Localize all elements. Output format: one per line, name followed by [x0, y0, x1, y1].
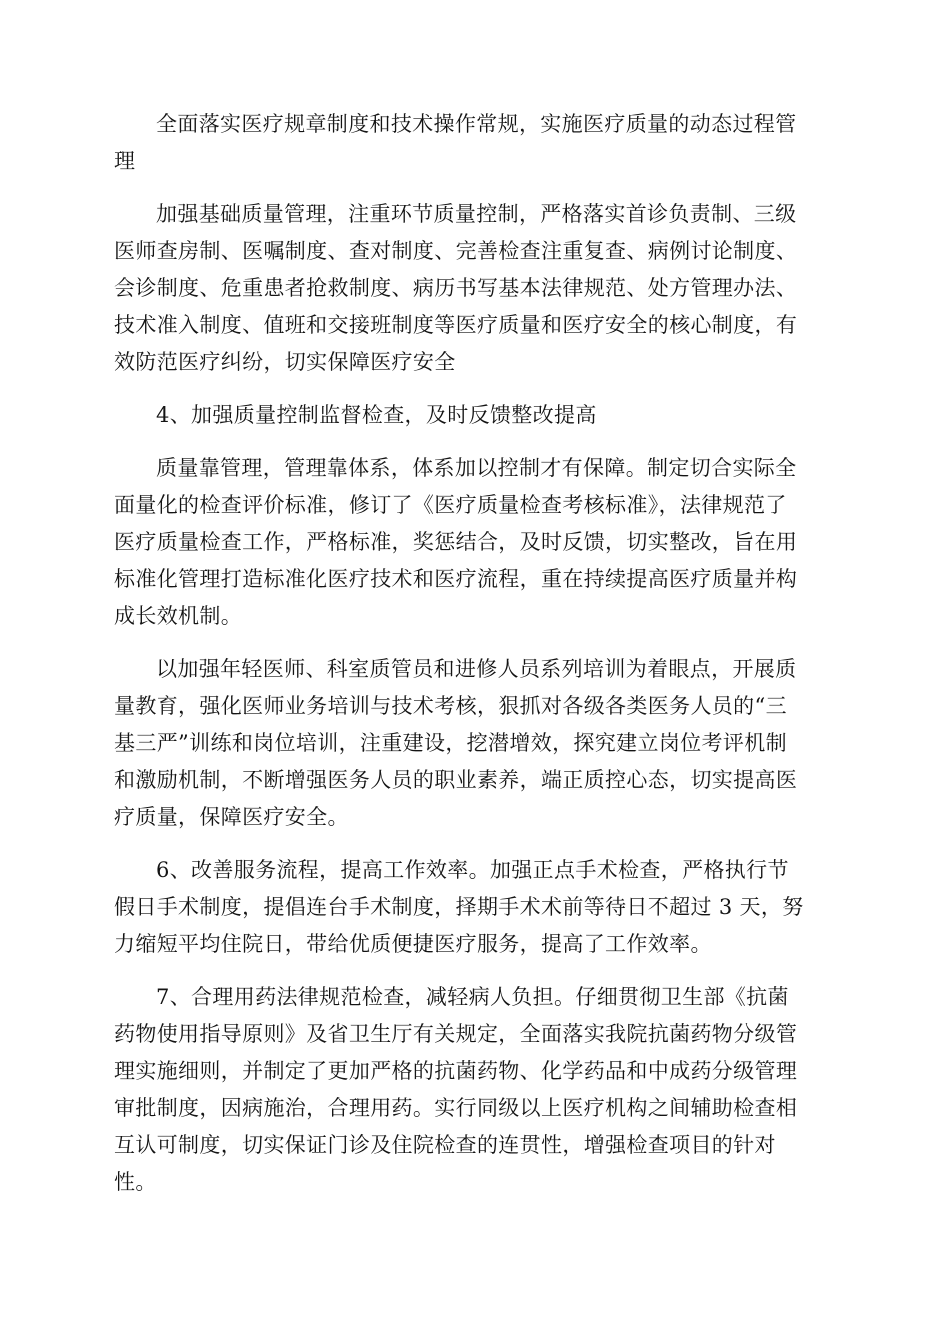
text-line: 7、合理用药法律规范检查，减轻病人负担。仔细贯彻卫生部《抗菌 — [156, 985, 789, 1009]
text-line: 质量靠管理，管理靠体系，体系加以控制才有保障。制定切合实际全 — [156, 456, 797, 480]
text-line: 6、改善服务流程，提高工作效率。加强正点手术检查，严格执行节 — [156, 858, 789, 882]
paragraph-training — [114, 651, 838, 836]
text-line: 医师查房制、医嘱制度、查对制度、完善检查注重复查、病例讨论制度、 — [114, 239, 798, 263]
text-line: 加强基础质量管理，注重环节质量控制，严格落实首诊负责制、三级 — [156, 202, 797, 226]
text-line: 疗质量，保障医疗安全。 — [114, 805, 349, 829]
text-line: 医疗质量检查工作，严格标准，奖惩结合，及时反馈，切实整改，旨在用 — [114, 530, 798, 554]
text-line: 性。 — [114, 1170, 157, 1194]
paragraph-quality-system — [114, 450, 838, 635]
text-line: 药物使用指导原则》及省卫生厅有关规定，全面落实我院抗菌药物分级管 — [114, 1022, 798, 1046]
text-line: 和激励机制，不断增强医务人员的职业素养，端正质控心态，切实提高医 — [114, 768, 798, 792]
paragraph-service-process — [114, 852, 838, 963]
text-line: 技术准入制度、值班和交接班制度等医疗质量和医疗安全的核心制度，有 — [114, 313, 798, 337]
text-line: 基三严”训练和岗位培训，注重建设，挖潜增效，探究建立岗位考评机制 — [114, 731, 787, 755]
text-line: 4、加强质量控制监督检查，及时反馈整改提高 — [156, 403, 597, 427]
text-line: 全面落实医疗规章制度和技术操作常规，实施医疗质量的动态过程管 — [156, 112, 797, 136]
text-line: 效防范医疗纠纷，切实保障医疗安全 — [114, 350, 456, 374]
paragraph-rational-drug-use — [114, 979, 838, 1201]
text-line: 以加强年轻医师、科室质管员和进修人员系列培训为着眼点，开展质 — [156, 657, 797, 681]
text-line: 审批制度，因病施治，合理用药。实行同级以上医疗机构之间辅助检查相 — [114, 1096, 798, 1120]
text-line: 力缩短平均住院日，带给优质便捷医疗服务，提高了工作效率。 — [114, 932, 712, 956]
text-line: 成长效机制。 — [114, 604, 243, 628]
section-heading-4 — [114, 397, 838, 434]
paragraph-basic-quality-management — [114, 196, 838, 381]
paragraph-implement-regulations — [114, 106, 838, 180]
text-line: 理 — [114, 149, 136, 173]
text-line: 理实施细则，并制定了更加严格的抗菌药物、化学药品和中成药分级管理 — [114, 1059, 798, 1083]
text-line: 会诊制度、危重患者抢救制度、病历书写基本法律规范、处方管理办法、 — [114, 276, 798, 300]
text-line: 假日手术制度，提倡连台手术制度，择期手术术前等待日不超过 3 天，努 — [114, 895, 804, 919]
text-line: 标准化管理打造标准化医疗技术和医疗流程，重在持续提高医疗质量并构 — [114, 567, 798, 591]
text-line: 面量化的检查评价标准，修订了《医疗质量检查考核标准》，法律规范了 — [114, 493, 787, 517]
text-line: 互认可制度，切实保证门诊及住院检查的连贯性，增强检查项目的针对 — [114, 1133, 776, 1157]
text-line: 量教育，强化医师业务培训与技术考核，狠抓对各级各类医务人员的“三 — [114, 694, 787, 718]
